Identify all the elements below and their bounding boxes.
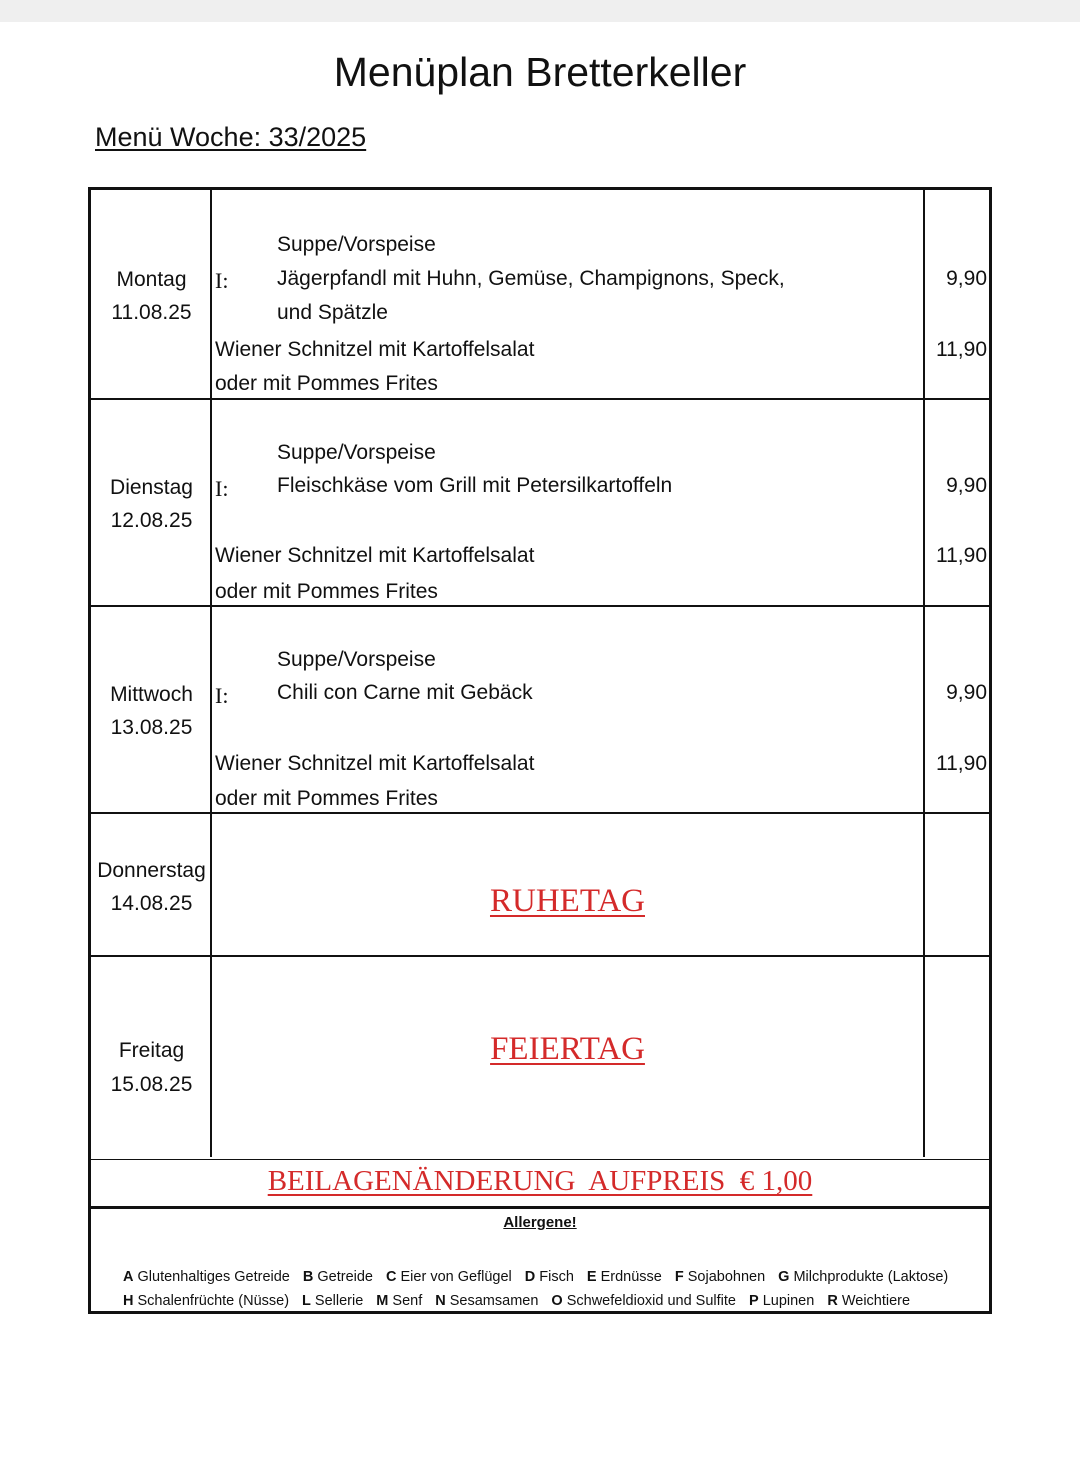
allergen-code: B <box>302 1269 314 1285</box>
day-name: Dienstag <box>110 476 193 499</box>
allergen-code: R <box>827 1293 838 1309</box>
allergen-code: D <box>524 1269 536 1285</box>
allergen-item <box>675 1269 765 1285</box>
day-date: 12.08.25 <box>110 509 193 532</box>
allergen-label: Milchprodukte (Laktose) <box>789 1269 949 1285</box>
dish-price: 9,90 <box>946 267 987 290</box>
allergen-label: Senf <box>388 1293 423 1309</box>
day-name: Donnerstag <box>97 859 206 882</box>
soup-label: Suppe/Vorspeise <box>277 441 436 464</box>
allergen-legend-line <box>123 1291 923 1311</box>
day-row-freitag <box>91 957 989 1157</box>
surcharge-notice: BEILAGENÄNDERUNG AUFPREIS € 1,00 <box>267 1165 813 1197</box>
allergen-item <box>435 1293 538 1309</box>
day-name: Freitag <box>118 1039 185 1062</box>
day-date: 15.08.25 <box>110 1073 193 1096</box>
price-cell <box>923 814 991 955</box>
day-date: 11.08.25 <box>111 301 192 324</box>
price-cell <box>923 400 991 605</box>
allergen-item <box>123 1293 289 1309</box>
allergen-code: N <box>435 1293 446 1309</box>
surcharge-row <box>91 1159 989 1209</box>
day-row-donnerstag <box>91 814 989 957</box>
day-name: Montag <box>116 268 187 291</box>
allergen-label: Erdnüsse <box>596 1269 662 1285</box>
allergen-label: Fisch <box>535 1269 574 1285</box>
dish-line: Jägerpfandl mit Huhn, Gemüse, Champignons, Speck, <box>277 267 785 290</box>
allergen-label: Glutenhaltiges Getreide <box>133 1269 290 1285</box>
allergen-label: Schwefeldioxid und Sulfite <box>562 1293 736 1309</box>
holiday-notice: FEIERTAG <box>490 1031 645 1067</box>
allergen-item <box>551 1293 736 1309</box>
schnitzel-line: oder mit Pommes Frites <box>215 372 438 395</box>
menu-table <box>88 187 992 1314</box>
dish-price: 9,90 <box>946 474 987 497</box>
soup-label: Suppe/Vorspeise <box>277 233 436 256</box>
schnitzel-price: 11,90 <box>936 752 987 775</box>
allergen-label: Schalenfrüchte (Nüsse) <box>133 1293 290 1309</box>
schnitzel-price: 11,90 <box>936 338 987 361</box>
allergen-label: Getreide <box>313 1269 373 1285</box>
top-status-strip <box>0 0 1080 22</box>
price-cell <box>923 957 991 1157</box>
allergen-code: G <box>778 1269 790 1285</box>
allergen-item <box>123 1269 290 1285</box>
allergen-item <box>587 1269 662 1285</box>
allergen-label: Weichtiere <box>837 1293 911 1309</box>
page-title: Menüplan Bretterkeller <box>333 49 747 95</box>
allergen-code: E <box>586 1269 597 1285</box>
day-date: 13.08.25 <box>110 716 193 739</box>
course-number: I: <box>215 476 229 501</box>
day-date: 14.08.25 <box>110 892 193 915</box>
allergen-label: Lupinen <box>758 1293 815 1309</box>
schnitzel-line: Wiener Schnitzel mit Kartoffelsalat <box>215 338 535 361</box>
dish-line: Chili con Carne mit Gebäck <box>277 681 533 704</box>
allergen-code: M <box>376 1293 389 1309</box>
schnitzel-price: 11,90 <box>936 544 987 567</box>
closed-notice: RUHETAG <box>489 883 645 919</box>
allergen-label: Sellerie <box>310 1293 364 1309</box>
allergen-item <box>303 1269 373 1285</box>
allergen-legend-line <box>123 1267 961 1287</box>
allergen-label: Sesamsamen <box>445 1293 539 1309</box>
schnitzel-line: Wiener Schnitzel mit Kartoffelsalat <box>215 544 535 567</box>
allergen-code: C <box>386 1269 397 1285</box>
dish-line: Fleischkäse vom Grill mit Petersilkartoffeln <box>277 474 673 497</box>
course-number: I: <box>215 268 229 293</box>
allergen-item <box>778 1269 948 1285</box>
day-row-mittwoch <box>91 607 989 814</box>
dish-price: 9,90 <box>946 681 987 704</box>
allergen-label: Eier von Geflügel <box>396 1269 512 1285</box>
allergen-code: F <box>674 1269 684 1285</box>
schnitzel-line: Wiener Schnitzel mit Kartoffelsalat <box>215 752 535 775</box>
price-cell <box>923 607 991 812</box>
allergen-code: L <box>302 1293 311 1309</box>
allergen-item <box>525 1269 574 1285</box>
soup-label: Suppe/Vorspeise <box>277 648 436 671</box>
allergen-code: H <box>123 1293 134 1309</box>
allergen-code: O <box>551 1293 563 1309</box>
schnitzel-line: oder mit Pommes Frites <box>215 787 438 810</box>
day-name: Mittwoch <box>110 683 193 706</box>
week-heading: Menü Woche: 33/2025 <box>95 122 367 152</box>
allergen-item <box>749 1293 814 1309</box>
schnitzel-line: oder mit Pommes Frites <box>215 580 438 603</box>
price-cell <box>923 190 991 398</box>
allergen-item <box>302 1293 363 1309</box>
allergen-item <box>827 1293 910 1309</box>
course-number: I: <box>215 683 229 708</box>
allergen-label: Sojabohnen <box>683 1269 766 1285</box>
allergen-code: A <box>123 1269 134 1285</box>
allergen-title: Allergene! <box>503 1214 577 1231</box>
allergen-item <box>376 1293 422 1309</box>
dish-line: und Spätzle <box>277 301 388 324</box>
day-row-montag <box>91 190 989 400</box>
allergen-code: P <box>749 1293 759 1309</box>
day-row-dienstag <box>91 400 989 607</box>
allergen-item <box>386 1269 512 1285</box>
